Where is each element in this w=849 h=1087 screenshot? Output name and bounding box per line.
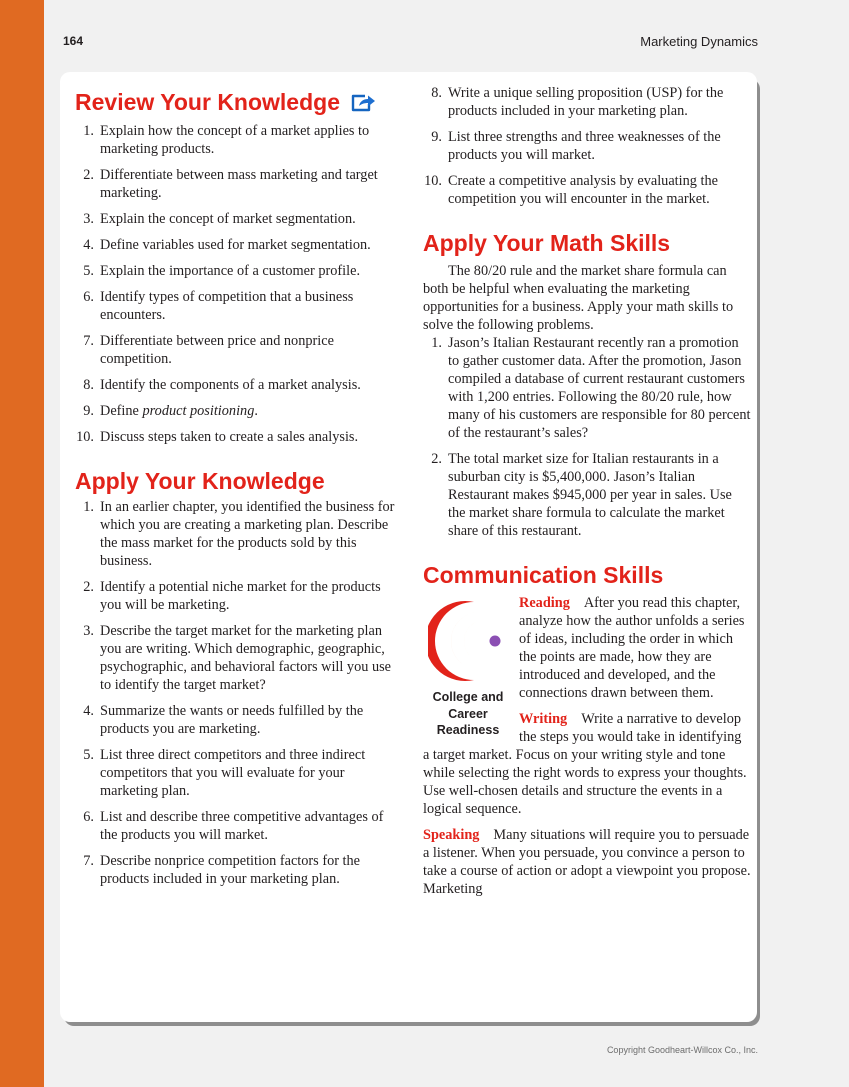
list-item <box>75 746 401 800</box>
math-heading: Apply Your Math Skills <box>423 230 671 256</box>
item-number: 9. <box>431 129 442 145</box>
item-text: Describe the target market for the marketing plan you are writing. Which demographic, geographic, psychographic, and behavioral factors will you use to identify the target market? <box>100 623 392 693</box>
item-number: 5. <box>83 747 94 763</box>
item-text: List three direct competitors and three indirect competitors that you will evaluate for your marketing plan. <box>100 747 366 799</box>
apply-list-continued <box>423 84 751 208</box>
item-term: product positioning <box>142 403 255 419</box>
review-list <box>75 122 401 446</box>
item-number: 2. <box>431 451 442 467</box>
item-number: 8. <box>83 377 94 393</box>
list-item <box>423 334 751 442</box>
list-item <box>75 578 401 614</box>
list-item <box>75 122 401 158</box>
ccr-label: College and Career Readiness <box>432 690 504 737</box>
left-column <box>75 89 401 896</box>
item-number: 1. <box>431 335 442 351</box>
list-item <box>75 210 401 228</box>
list-item <box>75 262 401 280</box>
reading-text: After you read this chapter, analyze how the author unfolds a series of ideas, including the order in which the points are made, how they are introduced and developed, and the connections drawn between them. <box>519 595 745 701</box>
item-text: Describe nonprice competition factors for the products included in your marketing plan. <box>100 853 361 887</box>
item-text: Identify types of competition that a business encounters. <box>100 289 354 323</box>
item-number: 4. <box>83 237 94 253</box>
item-text: Summarize the wants or needs fulfilled by the products you are marketing. <box>100 703 364 737</box>
review-heading <box>75 89 401 118</box>
item-text: Define variables used for market segmentation. <box>100 237 371 253</box>
communication-body <box>423 594 751 898</box>
list-item <box>75 402 401 420</box>
item-text: Differentiate between price and nonprice competition. <box>100 333 334 367</box>
item-text: Jason’s Italian Restaurant recently ran a promotion to gather customer data. After the promotion, Jason compiled a database of current restaurant customers with 1,200 entries. Following the 80/20 rule, how many of his customers are responsible for 80 percent of the restaurant’s sales? <box>448 335 751 441</box>
item-text: Create a competitive analysis by evaluating the competition you will encounter in the market. <box>448 173 718 207</box>
book-title: Marketing Dynamics <box>640 34 758 49</box>
reading-label: Reading <box>519 595 570 611</box>
copyright: Copyright Goodheart-Willcox Co., Inc. <box>606 1045 758 1055</box>
apply-list <box>75 498 401 888</box>
item-number: 3. <box>83 211 94 227</box>
item-text: Discuss steps taken to create a sales analysis. <box>100 429 359 445</box>
right-column <box>423 84 751 906</box>
item-number: 1. <box>83 123 94 139</box>
item-number: 5. <box>83 263 94 279</box>
item-number: 10. <box>76 429 94 445</box>
item-text: Identify a potential niche market for the products you will be marketing. <box>100 579 381 613</box>
list-item <box>423 450 751 540</box>
college-career-readiness-logo <box>421 598 515 739</box>
writing-text: Write a narrative to develop the steps you would take in identifying a target market. Focus on your writing style and tone while selecting the right words to express your thoughts. Use well-chosen details and structure the events in a logical sequence. <box>423 711 747 817</box>
item-text: The total market size for Italian restaurants in a suburban city is $5,400,000. Jason’s Italian Restaurant makes $945,000 per year in sales. Use the market share formula to calculate the market share of this restaurant. <box>448 451 732 539</box>
list-item <box>75 808 401 844</box>
item-text: Identify the components of a market analysis. <box>100 377 361 393</box>
page-number: 164 <box>63 34 84 48</box>
item-text: Explain the importance of a customer profile. <box>100 263 361 279</box>
item-number: 1. <box>83 499 94 515</box>
item-number: 9. <box>83 403 94 419</box>
list-item <box>75 702 401 738</box>
item-text-end: . <box>254 403 258 419</box>
item-text: Define <box>100 403 143 419</box>
item-text: Write a unique selling proposition (USP) for the products included in your marketing plan. <box>448 85 724 119</box>
list-item <box>423 84 751 120</box>
list-item <box>75 852 401 888</box>
math-list <box>423 334 751 540</box>
list-item <box>75 622 401 694</box>
math-intro: The 80/20 rule and the market share formula can both be helpful when evaluating the marketing opportunities for a business. Apply your math skills to solve the following problems. <box>423 263 734 333</box>
list-item <box>75 166 401 202</box>
list-item <box>75 236 401 254</box>
item-number: 6. <box>83 289 94 305</box>
item-number: 6. <box>83 809 94 825</box>
item-text: Explain how the concept of a market applies to marketing products. <box>100 123 370 157</box>
item-number: 2. <box>83 167 94 183</box>
list-item <box>75 288 401 324</box>
speaking-label: Speaking <box>423 827 480 843</box>
review-heading-text: Review Your Knowledge <box>75 89 340 115</box>
item-number: 4. <box>83 703 94 719</box>
writing-label: Writing <box>519 711 568 727</box>
communication-heading: Communication Skills <box>423 562 664 588</box>
list-item <box>75 498 401 570</box>
item-text: List three strengths and three weaknesses of the products you will market. <box>448 129 721 163</box>
item-text: List and describe three competitive advantages of the products you will market. <box>100 809 384 843</box>
item-number: 7. <box>83 333 94 349</box>
item-text: Explain the concept of market segmentation. <box>100 211 356 227</box>
speaking-text: Many situations will require you to persuade a listener. When you persuade, you convince a person to take a course of action or adopt a viewpoint you propose. Marketing <box>423 827 751 897</box>
ccr-arcs-icon <box>428 598 508 684</box>
side-color-bar <box>0 0 44 1087</box>
item-text: Differentiate between mass marketing and target marketing. <box>100 167 378 201</box>
apply-heading: Apply Your Knowledge <box>75 468 325 494</box>
item-text: In an earlier chapter, you identified the business for which you are creating a marketing plan. Describe the mass market for the products sold by this business. <box>100 499 395 569</box>
item-number: 7. <box>83 853 94 869</box>
list-item <box>75 428 401 446</box>
item-number: 8. <box>431 85 442 101</box>
item-number: 10. <box>424 173 442 189</box>
list-item <box>75 376 401 394</box>
external-link-icon[interactable] <box>350 92 376 118</box>
item-number: 3. <box>83 623 94 639</box>
list-item <box>75 332 401 368</box>
list-item <box>423 128 751 164</box>
list-item <box>423 172 751 208</box>
speaking-paragraph <box>423 826 751 898</box>
item-number: 2. <box>83 579 94 595</box>
